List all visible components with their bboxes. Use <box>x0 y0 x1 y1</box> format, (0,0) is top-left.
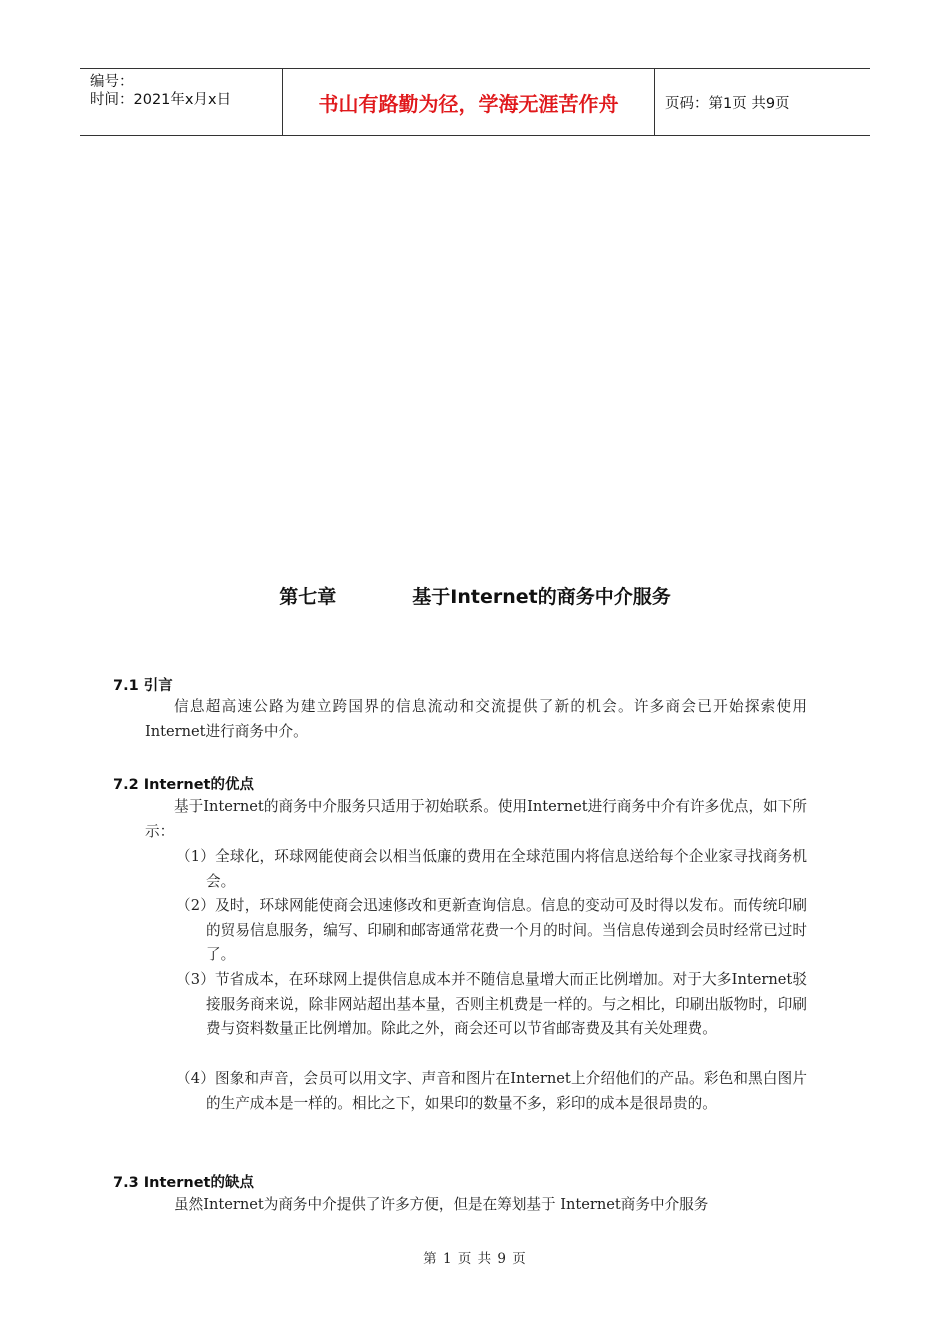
header-page-label: 页码：第1页 共9页 <box>665 95 790 112</box>
section-7-1-paragraph: 信息超高速公路为建立跨国界的信息流动和交流提供了新的机会。许多商会已开始探索使用Internet进行商务中介。 <box>145 698 807 740</box>
section-heading-7-2: 7.2 Internet的优点 <box>113 777 254 793</box>
section-heading-7-3: 7.3 Internet的缺点 <box>113 1175 254 1191</box>
chapter-number: 第七章 <box>279 586 337 608</box>
header-motto: 书山有路勤为径，学海无涯苦作舟 <box>282 69 655 135</box>
header-table <box>80 68 870 136</box>
section-7-3-paragraph: 虽然Internet为商务中介提供了许多方便，但是在筹划基于 Internet商务中介服务 <box>174 1196 709 1213</box>
section-heading-7-1: 7.1 引言 <box>113 678 173 694</box>
list-item: （4）图象和声音，会员可以用文字、声音和图片在Internet上介绍他们的产品。彩色和黑白图片的生产成本是一样的。相比之下，如果印的数量不多，彩印的成本是很昂贵的。 <box>176 1070 807 1112</box>
section-7-2-paragraph: 基于Internet的商务中介服务只适用于初始联系。使用Internet进行商务中介有许多优点，如下所示： <box>145 798 807 840</box>
chapter-title <box>0 582 950 609</box>
list-item: （2）及时，环球网能使商会迅速修改和更新查询信息。信息的变动可及时得以发布。而传统印刷的贸易信息服务，编写、印刷和邮寄通常花费一个月的时间。当信息传递到会员时经常已过时了。 <box>176 897 807 964</box>
document-time-label: 时间：2021年x月x日 <box>90 92 232 108</box>
page-footer: 第 1 页 共 9 页 <box>423 1251 527 1267</box>
list-item: （3）节省成本，在环球网上提供信息成本并不随信息量增大而正比例增加。对于大多Internet驳接服务商来说，除非网站超出基本量，否则主机费是一样的。与之相比，印刷出版物时，印刷费与资料数量正比例增加。除此之外，商会还可以节省邮寄费及其有关处理费。 <box>176 971 807 1038</box>
chapter-name: 基于Internet的商务中介服务 <box>412 586 671 608</box>
header-meta-cell <box>80 69 282 135</box>
document-number-label: 编号： <box>90 74 134 90</box>
list-item: （1）全球化，环球网能使商会以相当低廉的费用在全球范围内将信息送给每个企业家寻找商务机会。 <box>176 848 807 890</box>
